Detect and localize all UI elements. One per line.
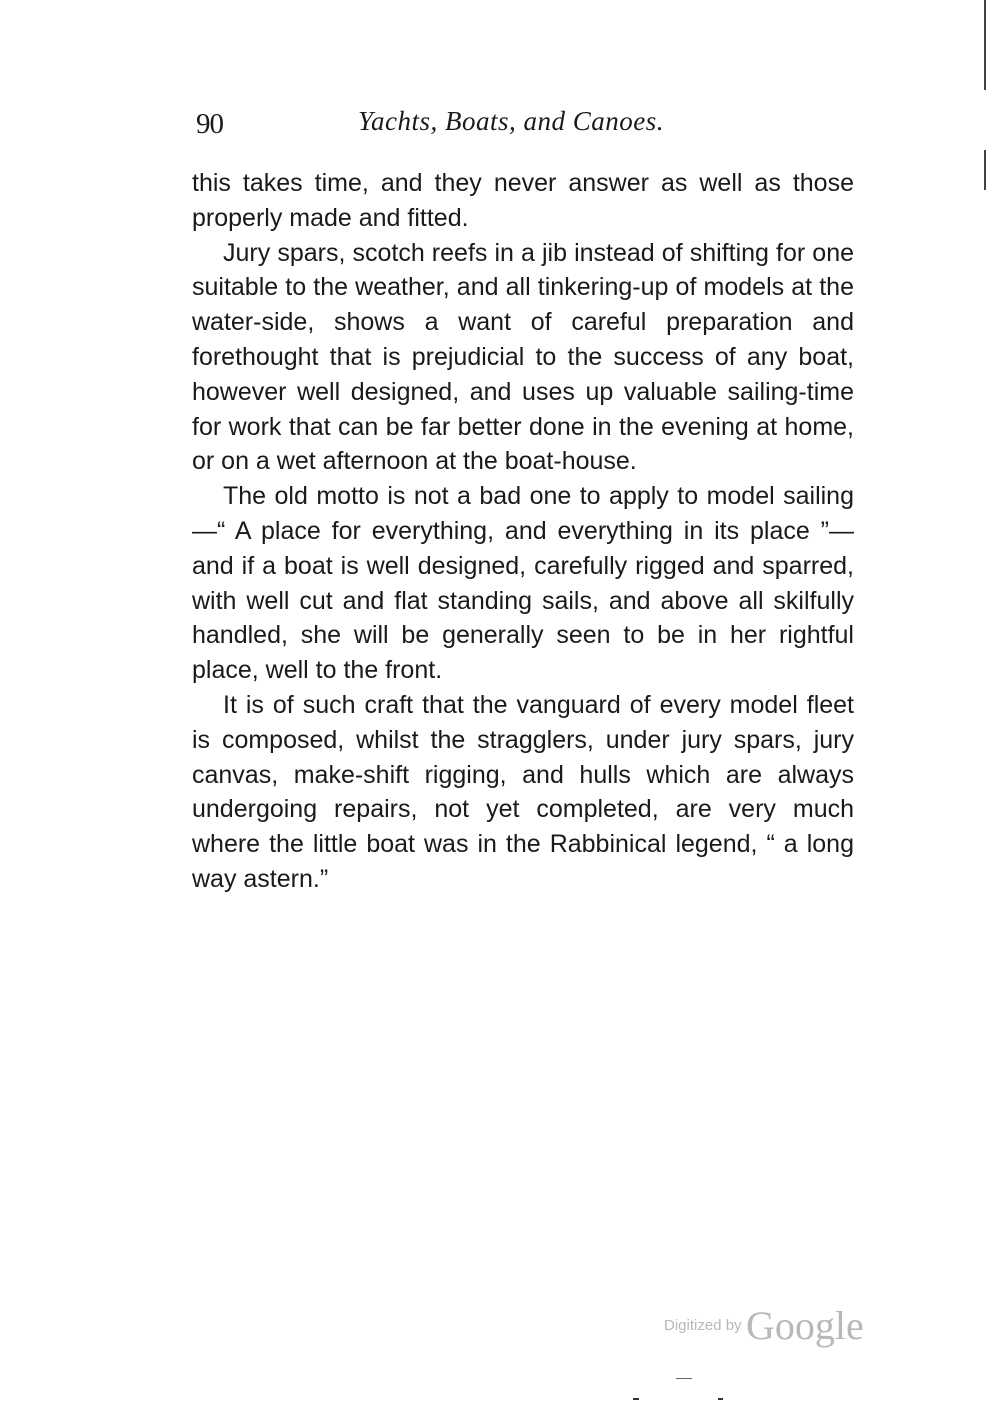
body-text — [192, 166, 854, 897]
paragraph: The old motto is not a bad one to apply to model sailing—“ A place for everything, and everything in its place ”—and if a boat is well designed, carefully rigged and sparred, with well cut and flat standing sails, and above all skilfully handled, she will be generally seen to be in her rightful place, well to the front. — [192, 482, 854, 685]
running-title: Yachts, Boats, and Canoes. — [358, 106, 665, 136]
page-number: 90 — [196, 108, 223, 140]
scan-edge-mark — [984, 0, 986, 90]
watermark-brand: Google — [746, 1303, 864, 1348]
paragraph: It is of such craft that the vanguard of every model fleet is composed, whilst the stragglers, under jury spars, jury canvas, make-shift rigging, and hulls which are always undergoing repairs, not yet completed, are very much where the little boat was in the Rabbinical legend, “ a long way astern.” — [192, 690, 854, 893]
watermark-prefix: Digitized by — [664, 1317, 742, 1334]
scan-edge-mark — [633, 1398, 639, 1400]
paragraph: Jury spars, scotch reefs in a jib instead of shifting for one suitable to the weather, and all tinkering-up of models at the water-side, shows a want of careful preparation and forethought that is prejudicial to the success of any boat, however well designed, and uses up valuable sailing-time for work that can be far better done in the evening at home, or on a wet afternoon at the boat-house. — [192, 238, 854, 476]
paragraph: this takes time, and they never answer as well as those properly made and fitted. — [192, 169, 854, 232]
scan-edge-mark — [676, 1378, 692, 1379]
scan-edge-mark — [984, 150, 986, 190]
scan-edge-mark — [718, 1398, 723, 1400]
digitized-watermark — [664, 1302, 864, 1349]
